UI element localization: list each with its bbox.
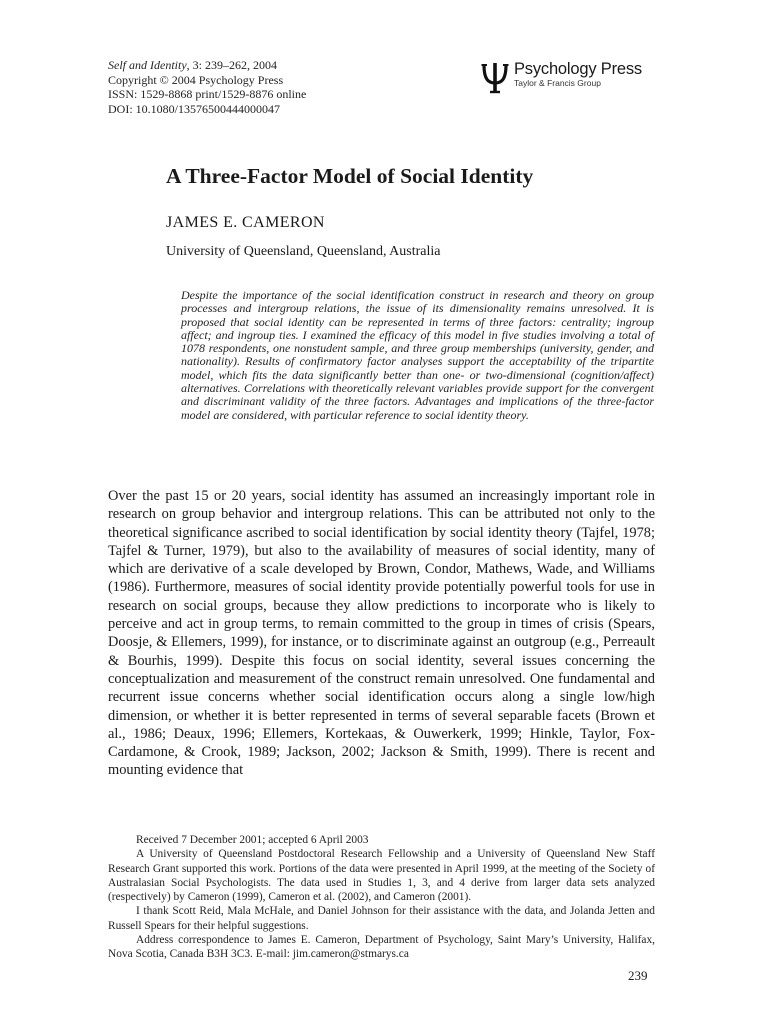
issn-line: ISSN: 1529-8868 print/1529-8876 online: [108, 87, 307, 101]
psi-logo-icon: [480, 60, 510, 94]
journal-metadata: [108, 58, 306, 116]
author-affiliation: University of Queensland, Queensland, Australia: [166, 244, 441, 259]
publisher-text: [514, 60, 642, 88]
publisher-logo: [480, 60, 642, 94]
footnote-funding: A University of Queensland Postdoctoral Research Fellowship and a University of Queensland New Staff Research Grant supported this work. Portions of the data were presented in April 1999, at the meeting of the Society of Australasian Social Psychologists. The data used in Studies 1, 3, and 4 derive from larger data sets analyzed (respectively) by Cameron (1999), Cameron et al. (2002), and Cameron (2001).: [108, 848, 655, 904]
journal-citation: , 3: 239–262, 2004: [186, 58, 277, 72]
article-abstract: Despite the importance of the social identification construct in research and theory on group processes and intergroup relations, the issue of its dimensionality remains unresolved. It is proposed that social identity can be represented in terms of three factors: centrality; ingroup affect; and ingroup ties. I examined the efficacy of this model in five studies involving a total of 1078 respondents, one nonstudent sample, and three group memberships (university, gender, and nationality). Results of confirmatory factor analyses support the acceptability of the tripartite model, which fits the data significantly better than one- or two-dimensional (cognition/affect) alternatives. Correlations with theoretically relevant variables provide support for the convergent and discriminant validity of the three factors. Advantages and implications of the three-factor model are considered, with particular reference to social identity theory.: [181, 288, 654, 422]
journal-citation-line: [108, 58, 306, 73]
body-paragraph: Over the past 15 or 20 years, social identity has assumed an increasingly important role in research on group behavior and intergroup relations. This can be attributed not only to the theoretical significance ascribed to social identification by social identity theory (Tajfel, 1978; Tajfel & Turner, 1979), but also to the availability of measures of social identity, many of which are derivative of a scale developed by Brown, Condor, Mathews, Wade, and Williams (1986). Furthermore, measures of social identity provide potentially powerful tools for use in research on social groups, because they allow predictions to incorporate who is likely to perceive and act in group terms, to remain committed to the group in times of crisis (Spears, Doosje, & Ellemers, 1999), for instance, or to discriminate against an outgroup (e.g., Perreault & Bourhis, 1999). Despite this focus on social identity, several issues concerning the conceptualization and measurement of the construct remain unresolved. One fundamental and recurrent issue concerns whether social identification occurs along a single low/high dimension, or whether it is better represented in terms of several separable facets (Brown et al., 1986; Deaux, 1996; Ellemers, Kortekaas, & Ouwerkerk, 1999; Hinkle, Taylor, Fox-Cardamone, & Crook, 1989; Jackson, 2002; Jackson & Smith, 1999). There is recent and mounting evidence that: [108, 488, 655, 779]
publisher-group: Taylor & Francis Group: [514, 78, 601, 88]
journal-name: Self and Identity: [108, 58, 187, 72]
publisher-name: Psychology Press: [514, 60, 642, 78]
article-author: JAMES E. CAMERON: [166, 214, 325, 231]
footnotes: [108, 833, 655, 962]
page-number: 239: [628, 968, 648, 983]
footnote-thanks: I thank Scott Reid, Mala McHale, and Daniel Johnson for their assistance with the data, and Jolanda Jetten and Russell Spears for their helpful suggestions.: [108, 905, 655, 932]
footnote-correspondence: Address correspondence to James E. Cameron, Department of Psychology, Saint Mary’s University, Halifax, Nova Scotia, Canada B3H 3C3. E-mail: jim.cameron@stmarys.ca: [108, 934, 655, 961]
copyright-line: Copyright © 2004 Psychology Press: [108, 72, 284, 87]
doi-line: DOI: 10.1080/13576500444000047: [108, 101, 280, 116]
footnote-received: Received 7 December 2001; accepted 6 April 2003: [136, 834, 369, 846]
article-title: A Three-Factor Model of Social Identity: [166, 164, 534, 188]
